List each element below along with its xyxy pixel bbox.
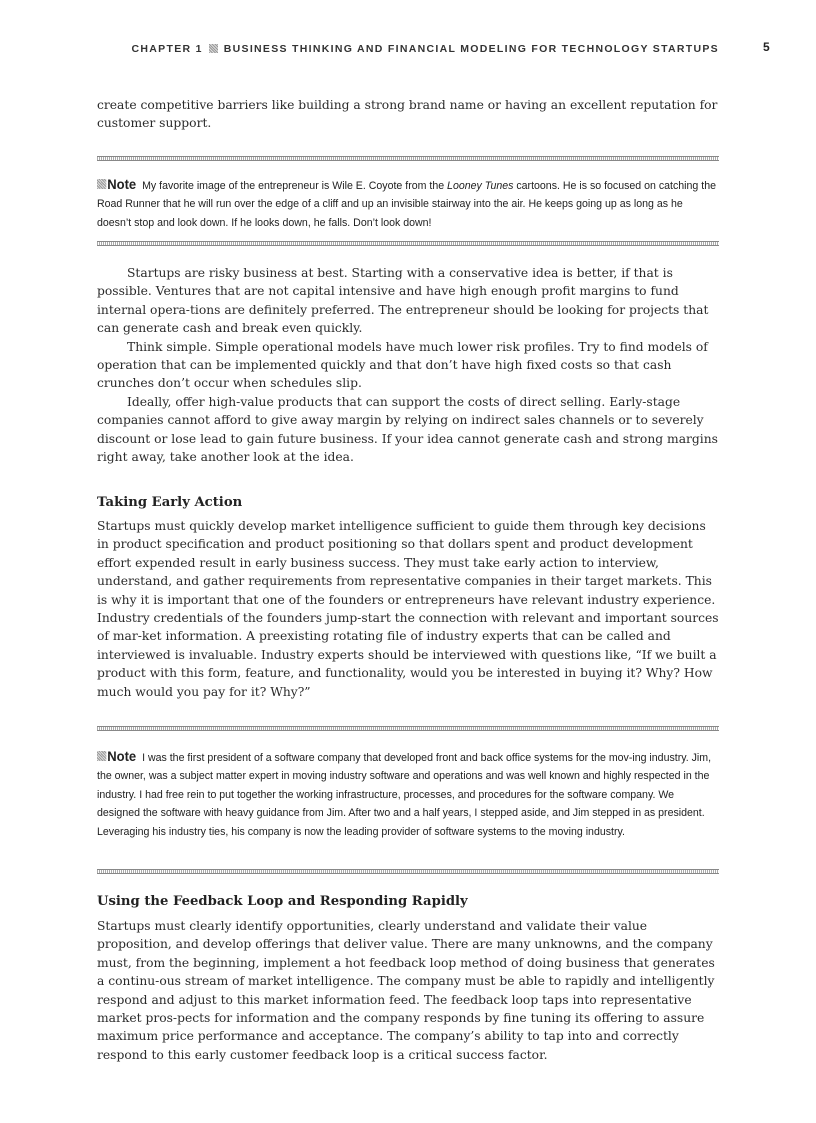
note-label: Note — [107, 176, 137, 192]
note-label: Note — [107, 748, 137, 764]
section-heading: Taking Early Action — [97, 495, 243, 510]
chapter-label: CHAPTER 1 — [131, 43, 203, 55]
paragraph: Ideally, offer high-value products that can support the costs of direct selling. Early-stage companies cannot afford to give away margin by relying on indirect sales channels or to severely discount or lose lead to gain future business. If your idea cannot generate cash and strong margins right away, take another look at the idea. — [97, 394, 718, 465]
section-paragraph — [97, 517, 719, 701]
intro-paragraph — [97, 96, 719, 133]
note-icon — [97, 179, 106, 189]
note-icon — [97, 751, 106, 761]
running-header — [97, 43, 719, 55]
book-title: BUSINESS THINKING AND FINANCIAL MODELING FOR TECHNOLOGY STARTUPS — [223, 43, 719, 55]
note-rule-top — [97, 726, 719, 731]
page-number: 5 — [763, 40, 770, 54]
body-paragraphs — [97, 264, 719, 466]
note-text-continued: cartoons. He is so focused on catching the Road Runner that he will run over the edge of a cliff and up an invisible stairway into the air. He keeps going up as long as he doesn’t stop and look down. If he looks down, he falls. Don’t look down! — [97, 180, 717, 229]
paragraph: Startups must quickly develop market intelligence sufficient to guide them through key decisions in product specification and product positioning so that dollars spent and product development effort expended result in early business success. They must take early action to interview, understand, and gather requirements from representative companies in their target markets. This is why it is important that one of the founders or entrepreneurs have relevant industry experience. Industry credentials of the founders jump-start the connection with relevant and important sources of mar-ket information. A preexisting rotating file of industry experts that can be called and interviewed is invaluable. Industry experts should be interviewed with questions like, “If we built a product with this form, feature, and functionality, would you be interested in buying it? Why? How much would you pay for it? Why?” — [97, 519, 719, 699]
paragraph: Think simple. Simple operational models have much lower risk profiles. Try to find models of operation that can be implemented quickly and that don’t have high fixed costs so that cash crunches don’t occur when schedules slip. — [97, 339, 708, 391]
note-rule-bottom — [97, 241, 719, 246]
note-box-1 — [97, 175, 719, 232]
note-text: I was the first president of a software company that developed front and back office systems for the mov-ing industry. Jim, the owner, was a subject matter expert in moving industry software and operations and was well known and highly respected in the industry. I had free rein to put together the working infrastructure, processes, and procedures for the software company. We designed the software with heavy guidance from Jim. After two and a half years, I stepped aside, and Jim stepped in as president. Leveraging his industry ties, his company is now the leading provider of software systems to the moving industry. — [97, 752, 712, 838]
square-bullet-icon — [209, 44, 218, 53]
paragraph: Startups are risky business at best. Starting with a conservative idea is better, if that is possible. Ventures that are not capital intensive and have high enough profit margins to fund internal opera-tions are definitely preferred. The entrepreneur should be looking for projects that can generate cash and break even quickly. — [97, 266, 709, 336]
note-rule-bottom — [97, 869, 719, 874]
section-heading: Using the Feedback Loop and Responding Rapidly — [97, 894, 468, 909]
note-rule-top — [97, 156, 719, 161]
paragraph: Startups must clearly identify opportunities, clearly understand and validate their value proposition, and develop offerings that deliver value. There are many unknowns, and the company must, from the beginning, implement a hot feedback loop method of doing business that generates a continu-ous stream of market intelligence. The company must be able to rapidly and intelligently respond and adjust to this market information feed. The feedback loop taps into representative market pros-pects for information and the company responds by fine tuning its offering to assure maximum price performance and acceptance. The company’s ability to tap into and correctly respond to this early customer feedback loop is a critical success factor. — [97, 919, 715, 1062]
note-text: My favorite image of the entrepreneur is Wile E. Coyote from the — [142, 180, 448, 192]
section-paragraph — [97, 917, 719, 1064]
intro-text: create competitive barriers like building a strong brand name or having an excellent reputation for customer support. — [97, 98, 718, 131]
note-box-2 — [97, 747, 719, 841]
note-italic-title: Looney Tunes — [447, 180, 514, 192]
